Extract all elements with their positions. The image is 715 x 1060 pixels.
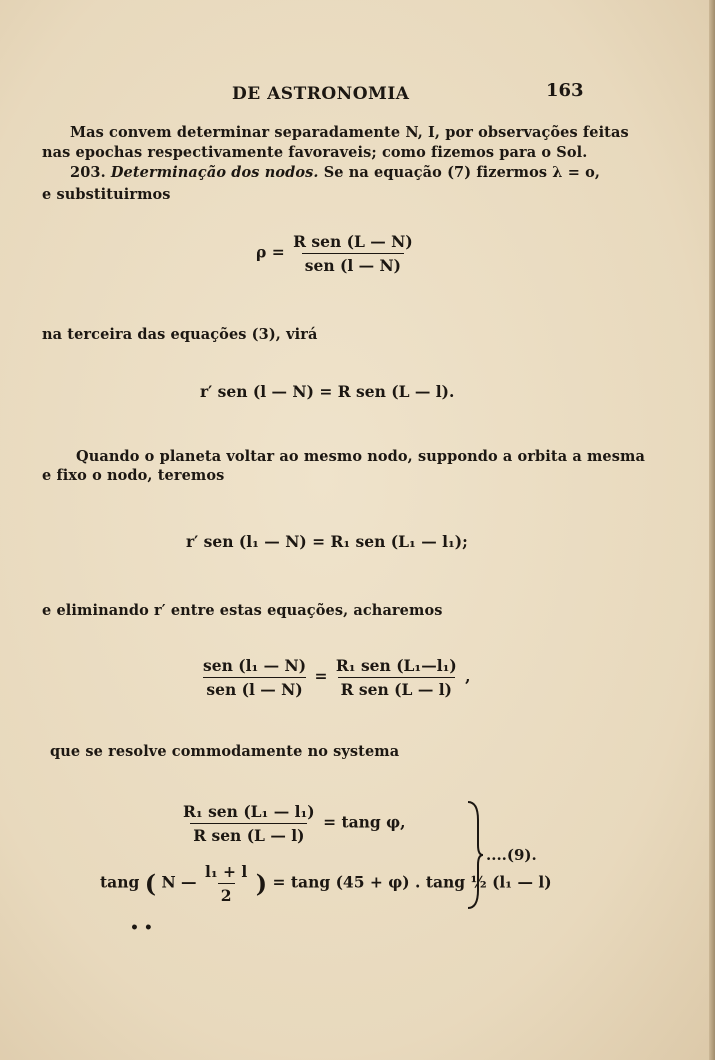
eq5-rhs: = tang φ, <box>323 812 406 832</box>
page-number: 163 <box>546 80 584 101</box>
equation-1 <box>256 232 416 275</box>
text-line: e eliminando r′ entre estas equações, acharemos <box>42 602 443 619</box>
equation-2: r′ sen (l — N) = R sen (L — l). <box>200 382 455 401</box>
eq4-left-denominator: sen (l — N) <box>203 677 305 699</box>
text-line: que se resolve commodamente no systema <box>50 743 400 760</box>
footer-mark: • • <box>130 920 153 936</box>
running-header: DE ASTRONOMIA <box>232 84 410 104</box>
page-edge <box>709 0 715 1060</box>
eq1-denominator: sen (l — N) <box>302 253 404 275</box>
equation-5 <box>180 802 406 845</box>
eq6-n: N — <box>161 872 197 892</box>
eq4-right-fraction <box>333 656 460 699</box>
eq6-close-paren: ) <box>255 869 268 898</box>
eq6-denominator: 2 <box>218 883 235 905</box>
eq4-right-numerator: R₁ sen (L₁—l₁) <box>335 656 457 675</box>
eq6-rhs: = tang (45 + φ) . tang ½ (l₁ — l) <box>272 872 552 892</box>
text-line: na terceira das equações (3), virá <box>42 326 318 343</box>
text-line: e fixo o nodo, teremos <box>42 467 225 484</box>
eq5-fraction <box>180 802 318 845</box>
eq6-fraction <box>202 862 250 905</box>
text-line: nas epochas respectivamente favoraveis; como fizemos para o Sol. <box>42 144 588 161</box>
equation-label: ....(9). <box>486 846 537 864</box>
eq1-fraction <box>290 232 416 275</box>
equation-3: r′ sen (l₁ — N) = R₁ sen (L₁ — l₁); <box>186 532 468 551</box>
eq5-numerator: R₁ sen (L₁ — l₁) <box>183 802 315 821</box>
eq4-equals: = <box>314 666 328 686</box>
eq5-denominator: R sen (L — l) <box>190 823 307 845</box>
text-line: e substituirmos <box>42 186 171 203</box>
section-line <box>70 164 600 181</box>
eq6-open-paren: ( <box>144 869 157 898</box>
section-title: Determinação dos nodos. <box>110 164 319 181</box>
right-brace <box>466 800 484 910</box>
text-line: Quando o planeta voltar ao mesmo nodo, suppondo a orbita a mesma <box>76 448 645 465</box>
eq4-left-numerator: sen (l₁ — N) <box>203 656 307 675</box>
eq1-numerator: R sen (L — N) <box>293 232 413 251</box>
eq1-lhs: ρ = <box>256 242 285 262</box>
text-line: Se na equação (7) fizermos λ = o, <box>323 164 601 181</box>
eq6-lhs: tang <box>100 872 140 892</box>
eq4-left-fraction <box>200 656 309 699</box>
section-number: 203. <box>70 164 106 181</box>
eq4-tail: , <box>465 666 471 686</box>
equation-4 <box>200 656 471 699</box>
text-line: Mas convem determinar separadamente N, I, por observações feitas <box>70 124 629 141</box>
eq6-numerator: l₁ + l <box>204 862 248 881</box>
eq4-right-denominator: R sen (L — l) <box>338 677 455 699</box>
